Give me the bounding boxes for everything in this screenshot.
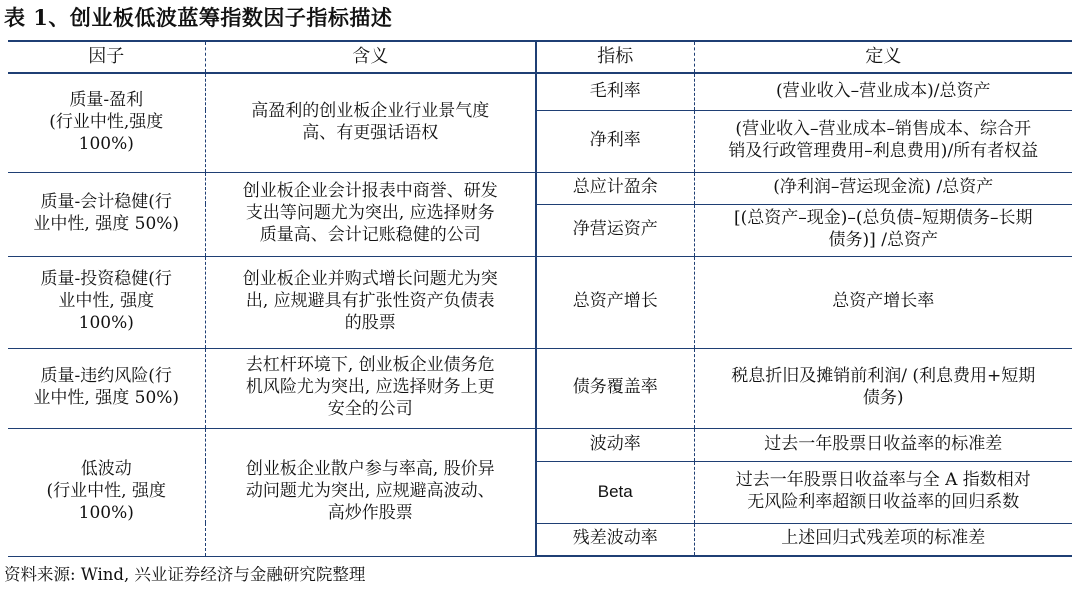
header-meaning: 含义: [205, 41, 536, 73]
meaning-cell: 高盈利的创业板企业行业景气度 高、有更强话语权: [205, 73, 536, 172]
header-definition: 定义: [694, 41, 1072, 73]
factor-table: [8, 40, 1072, 557]
header-factor: 因子: [8, 41, 205, 73]
indicator-cell: 残差波动率: [536, 523, 694, 556]
definition-cell: (营业收入–营业成本)/总资产: [694, 73, 1072, 110]
indicator-cell: 债务覆盖率: [536, 348, 694, 428]
indicator-cell: 毛利率: [536, 73, 694, 110]
indicator-cell: 总应计盈余: [536, 172, 694, 204]
meaning-cell: 去杠杆环境下, 创业板企业债务危 机风险尤为突出, 应选择财务上更 安全的公司: [205, 348, 536, 428]
indicator-cell: 波动率: [536, 428, 694, 461]
table-title: 表 1、创业板低波蓝筹指数因子指标描述: [4, 5, 393, 30]
definition-cell: 过去一年股票日收益率与全 A 指数相对 无风险利率超额日收益率的回归系数: [694, 461, 1072, 523]
definition-cell: (净利润–营运现金流) /总资产: [694, 172, 1072, 204]
definition-cell: 过去一年股票日收益率的标准差: [694, 428, 1072, 461]
indicator-cell: Beta: [536, 461, 694, 523]
table-row: [8, 73, 1072, 110]
meaning-cell: 创业板企业散户参与率高, 股价异 动问题尤为突出, 应规避高波动、 高炒作股票: [205, 428, 536, 556]
table-row: [8, 172, 1072, 204]
header-indicator: 指标: [536, 41, 694, 73]
indicator-cell: 总资产增长: [536, 256, 694, 348]
factor-cell: 低波动 (行业中性, 强度 100%): [8, 428, 205, 556]
definition-cell: (营业收入–营业成本–销售成本、综合开 销及行政管理费用–利息费用)/所有者权益: [694, 110, 1072, 172]
definition-cell: 税息折旧及摊销前利润/ (利息费用+短期 债务): [694, 348, 1072, 428]
table-header-row: [8, 41, 1072, 73]
definition-cell: 总资产增长率: [694, 256, 1072, 348]
indicator-cell: 净利率: [536, 110, 694, 172]
indicator-cell: 净营运资产: [536, 204, 694, 256]
meaning-cell: 创业板企业会计报表中商誉、研发 支出等问题尤为突出, 应选择财务 质量高、会计记账稳健的公司: [205, 172, 536, 256]
factor-cell: 质量-违约风险(行 业中性, 强度 50%): [8, 348, 205, 428]
factor-cell: 质量-盈利 (行业中性,强度 100%): [8, 73, 205, 172]
source-note: 资料来源: Wind, 兴业证券经济与金融研究院整理: [4, 565, 366, 584]
factor-cell: 质量-会计稳健(行 业中性, 强度 50%): [8, 172, 205, 256]
table-row: [8, 348, 1072, 428]
table-row: [8, 256, 1072, 348]
definition-cell: 上述回归式残差项的标准差: [694, 523, 1072, 556]
factor-cell: 质量-投资稳健(行 业中性, 强度 100%): [8, 256, 205, 348]
table-row: [8, 428, 1072, 461]
meaning-cell: 创业板企业并购式增长问题尤为突 出, 应规避具有扩张性资产负债表 的股票: [205, 256, 536, 348]
definition-cell: [(总资产–现金)–(总负债–短期债务–长期 债务)] /总资产: [694, 204, 1072, 256]
